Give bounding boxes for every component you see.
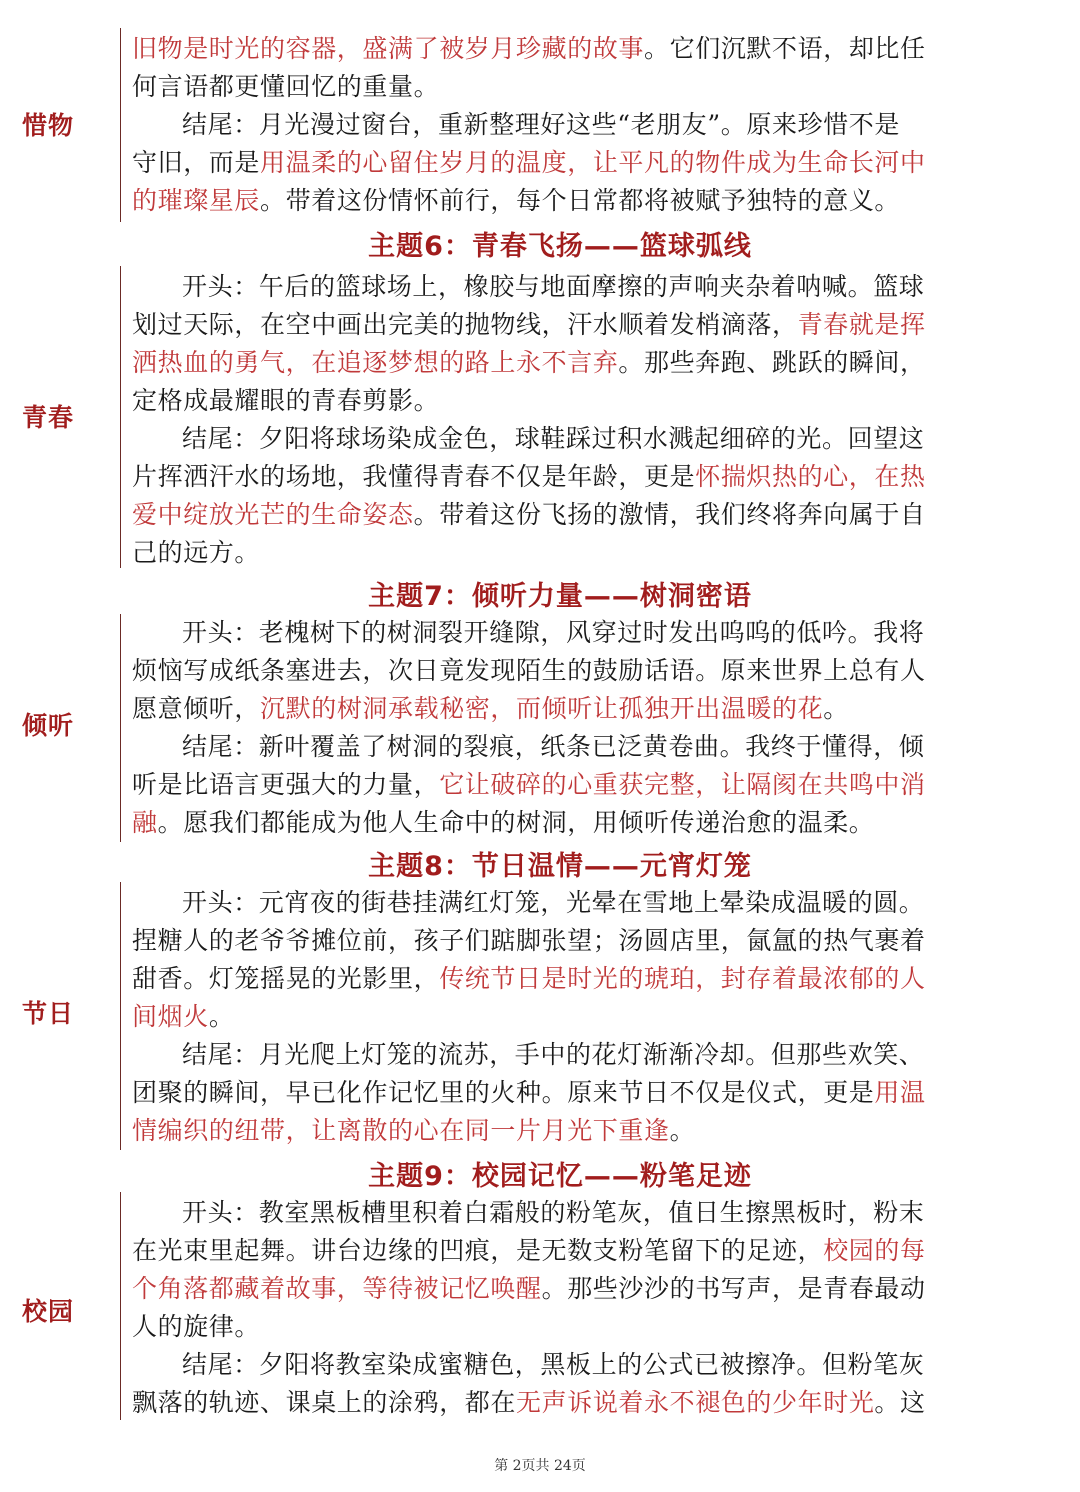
text-line bbox=[132, 106, 1032, 144]
text-line bbox=[132, 1036, 1032, 1074]
body-text: 愿意倾听， bbox=[132, 694, 261, 723]
text-line bbox=[132, 884, 1032, 922]
body-text: 己的远方。 bbox=[132, 538, 261, 567]
text-line bbox=[132, 960, 1032, 998]
text-line bbox=[132, 690, 1032, 728]
highlight-text: 个角落都藏着故事，等待被记忆唤醒 bbox=[132, 1274, 542, 1303]
body-text: 听是比语言更强大的力量， bbox=[132, 770, 440, 799]
body-text: 开头：元宵夜的街巷挂满红灯笼，光晕在雪地上晕染成温暖的圆。 bbox=[182, 888, 925, 917]
page-number: 第 2页共 24页 bbox=[494, 1458, 586, 1474]
body-text: 。 bbox=[823, 694, 849, 723]
body-text: 烦恼写成纸条塞进去，次日竟发现陌生的鼓励话语。原来世界上总有人 bbox=[132, 656, 926, 685]
section-label: 青春 bbox=[22, 403, 75, 432]
section-body bbox=[132, 1194, 1032, 1422]
body-text: 。 bbox=[669, 1116, 696, 1145]
body-text: 。那些沙沙的书写声，是青春最动 bbox=[541, 1274, 926, 1303]
text-line bbox=[132, 268, 1032, 306]
highlight-text: 无声诉说着永不褪色的少年时光 bbox=[516, 1388, 875, 1417]
body-text: 开头：午后的篮球场上，橡胶与地面摩擦的声响夹杂着呐喊。篮球 bbox=[182, 272, 925, 301]
text-line bbox=[132, 1384, 1032, 1422]
body-text: 。带着这份情怀前行，每个日常都将被赋予独特的意义。 bbox=[260, 186, 901, 215]
text-line bbox=[132, 344, 1032, 382]
text-line bbox=[132, 1346, 1032, 1384]
text-line bbox=[132, 420, 1032, 458]
section-title: 主题6：青春飞扬——篮球弧线 bbox=[368, 231, 752, 262]
section-title: 主题9：校园记忆——粉笔足迹 bbox=[368, 1161, 752, 1192]
body-text: 捏糖人的老爷爷摊位前，孩子们踮脚张望；汤圆店里，氤氲的热气裹着 bbox=[132, 926, 926, 955]
highlight-text: 青春就是挥 bbox=[797, 310, 926, 339]
body-text: 片挥洒汗水的场地，我懂得青春不仅是年龄，更是 bbox=[132, 462, 696, 491]
text-line bbox=[132, 728, 1032, 766]
body-text: 结尾：夕阳将球场染成金色，球鞋踩过积水溅起细碎的光。回望这 bbox=[182, 424, 925, 453]
body-text: 人的旋律。 bbox=[132, 1312, 261, 1341]
body-text: 结尾：月光爬上灯笼的流苏，手中的花灯渐渐冷却。但那些欢笑、 bbox=[182, 1040, 925, 1069]
highlight-text: 怀揣炽热的心，在热 bbox=[695, 462, 926, 491]
text-line bbox=[132, 144, 1032, 182]
text-line bbox=[132, 382, 1032, 420]
section-body bbox=[132, 614, 1032, 842]
text-line bbox=[132, 306, 1032, 344]
section-body bbox=[132, 268, 1032, 572]
section-title: 主题8：节日温情——元宵灯笼 bbox=[368, 851, 752, 882]
highlight-text: 间烟火 bbox=[132, 1002, 209, 1031]
text-line bbox=[132, 458, 1032, 496]
body-text: 结尾：夕阳将教室染成蜜糖色，黑板上的公式已被擦净。但粉笔灰 bbox=[182, 1350, 925, 1379]
section-body bbox=[132, 30, 1032, 220]
section-label: 倾听 bbox=[22, 711, 75, 740]
text-line bbox=[132, 534, 1032, 572]
text-line bbox=[132, 1270, 1032, 1308]
highlight-text: 的璀璨星辰 bbox=[132, 186, 261, 215]
body-text: 。带着这份飞扬的激情，我们终将奔向属于自 bbox=[413, 500, 926, 529]
highlight-text: 校园的每 bbox=[823, 1236, 926, 1265]
highlight-text: 爱中绽放光芒的生命姿态 bbox=[132, 500, 414, 529]
body-text: 。愿我们都能成为他人生命中的树洞，用倾听传递治愈的温柔。 bbox=[157, 808, 875, 837]
body-text: 结尾：新叶覆盖了树洞的裂痕，纸条已泛黄卷曲。我终于懂得，倾 bbox=[182, 732, 925, 761]
text-line bbox=[132, 1112, 1032, 1150]
text-line bbox=[132, 998, 1032, 1036]
highlight-text: 用温柔的心留住岁月的温度，让平凡的物件成为生命长河中 bbox=[260, 148, 926, 177]
text-line bbox=[132, 922, 1032, 960]
section-label: 节日 bbox=[22, 999, 75, 1028]
body-text: 飘落的轨迹、课桌上的涂鸦，都在 bbox=[132, 1388, 517, 1417]
text-line bbox=[132, 68, 1032, 106]
highlight-text: 沉默的树洞承载秘密，而倾听让孤独开出温暖的花 bbox=[260, 694, 824, 723]
text-line bbox=[132, 1194, 1032, 1232]
text-line bbox=[132, 496, 1032, 534]
highlight-text: 旧物是时光的容器，盛满了被岁月珍藏的故事 bbox=[132, 34, 645, 63]
text-line bbox=[132, 1232, 1032, 1270]
text-line bbox=[132, 1074, 1032, 1112]
highlight-text: 它让破碎的心重获完整，让隔阂在共鸣中消 bbox=[439, 770, 926, 799]
body-text: 何言语都更懂回忆的重量。 bbox=[132, 72, 440, 101]
body-text: 开头：教室黑板槽里积着白霜般的粉笔灰，值日生擦黑板时，粉末 bbox=[182, 1198, 925, 1227]
text-line bbox=[132, 182, 1032, 220]
body-text: 定格成最耀眼的青春剪影。 bbox=[132, 386, 440, 415]
text-line bbox=[132, 804, 1032, 842]
section-body bbox=[132, 884, 1032, 1150]
text-line bbox=[132, 614, 1032, 652]
body-text: 结尾：月光漫过窗台，重新整理好这些“老朋友”。原来珍惜不是 bbox=[182, 110, 900, 139]
body-text: 团聚的瞬间，早已化作记忆里的火种。原来节日不仅是仪式，更是 bbox=[132, 1078, 875, 1107]
highlight-text: 传统节日是时光的琥珀，封存着最浓郁的人 bbox=[439, 964, 926, 993]
section-label: 校园 bbox=[22, 1297, 75, 1326]
section-label: 惜物 bbox=[22, 111, 75, 140]
body-text: 划过天际，在空中画出完美的抛物线，汗水顺着发梢滴落， bbox=[132, 310, 798, 339]
body-text: 。 bbox=[208, 1002, 235, 1031]
body-text: 守旧，而是 bbox=[132, 148, 261, 177]
highlight-text: 洒热血的勇气，在追逐梦想的路上永不言弃 bbox=[132, 348, 619, 377]
text-line bbox=[132, 1308, 1032, 1346]
body-text: 开头：老槐树下的树洞裂开缝隙，风穿过时发出呜呜的低吟。我将 bbox=[182, 618, 925, 647]
text-line bbox=[132, 766, 1032, 804]
text-line bbox=[132, 30, 1032, 68]
highlight-text: 融 bbox=[132, 808, 158, 837]
highlight-text: 用温 bbox=[874, 1078, 926, 1107]
body-text: 。这 bbox=[874, 1388, 926, 1417]
body-text: 。那些奔跑、跳跃的瞬间， bbox=[618, 348, 926, 377]
highlight-text: 情编织的纽带，让离散的心在同一片月光下重逢 bbox=[132, 1116, 670, 1145]
body-text: 甜香。灯笼摇晃的光影里， bbox=[132, 964, 440, 993]
text-line bbox=[132, 652, 1032, 690]
body-text: 在光束里起舞。讲台边缘的凹痕，是无数支粉笔留下的足迹， bbox=[132, 1236, 824, 1265]
section-title: 主题7：倾听力量——树洞密语 bbox=[368, 581, 752, 612]
body-text: 。它们沉默不语，却比任 bbox=[644, 34, 926, 63]
